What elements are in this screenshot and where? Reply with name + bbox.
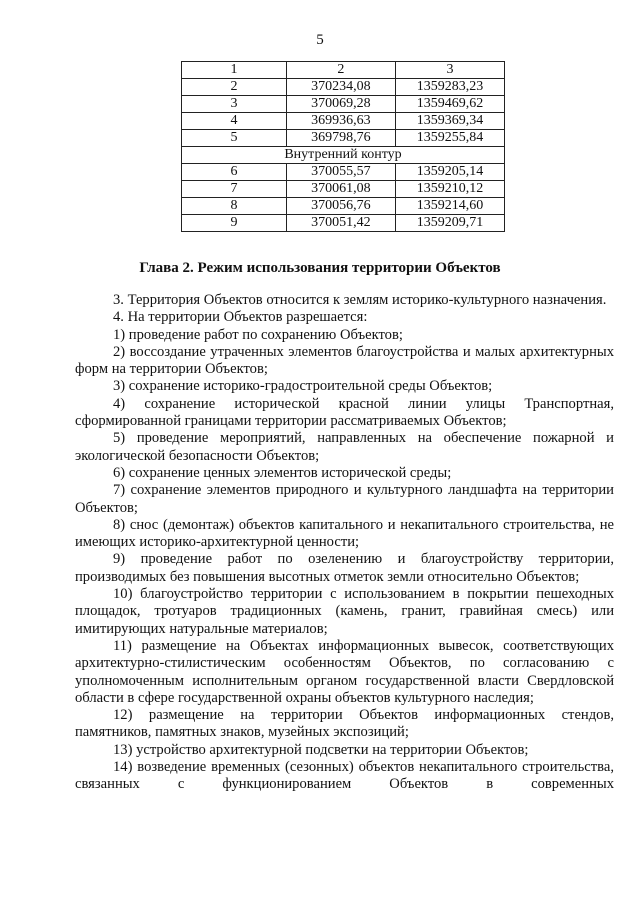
paragraph: 1) проведение работ по сохранению Объектов; (113, 326, 403, 343)
table-cell: 369936,63 (286, 113, 395, 130)
table-cell: 2 (182, 79, 287, 96)
paragraph: 2) воссоздание утраченных элементов благоустройства и малых архитектурных форм на территории Объектов; (75, 343, 614, 378)
table-cell: 7 (182, 181, 287, 198)
table-cell: 370056,76 (286, 198, 395, 215)
table-row (182, 130, 505, 147)
table-row (182, 198, 505, 215)
table-cell: 1359255,84 (395, 130, 504, 147)
table-cell: 370055,57 (286, 164, 395, 181)
table-row (182, 113, 505, 130)
paragraph: 8) снос (демонтаж) объектов капитального и некапитального строительства, не имеющих историко-архитектурной ценности; (75, 516, 614, 551)
paragraph: 13) устройство архитектурной подсветки на территории Объектов; (113, 741, 529, 758)
inner-contour-label: Внутренний контур (182, 147, 505, 164)
table-header-row (182, 62, 505, 79)
paragraph: 3) сохранение историко-градостроительной среды Объектов; (113, 378, 493, 395)
table-cell: 1359283,23 (395, 79, 504, 96)
table-row (182, 79, 505, 96)
paragraph: 9) проведение работ по озеленению и благоустройству территории, производимых без повышения высотных отметок земли относительно Объектов; (75, 551, 614, 585)
table-row (182, 96, 505, 113)
table-cell: 3 (182, 96, 287, 113)
table-cell: 1359205,14 (395, 164, 504, 181)
table-cell: 2 (286, 62, 395, 79)
table-row (182, 181, 505, 198)
paragraph: 6) сохранение ценных элементов исторической среды; (113, 464, 452, 481)
table-cell: 1359469,62 (395, 96, 504, 113)
table-cell: 5 (182, 130, 287, 147)
paragraph: 5) проведение мероприятий, направленных на обеспечение пожарной и экологической безопасности Объектов; (75, 430, 614, 464)
paragraph: 4. На территории Объектов разрешается: (113, 309, 368, 326)
coordinates-table (181, 61, 505, 232)
table-row (182, 164, 505, 181)
coordinates-table-body (182, 62, 505, 232)
table-cell: 1359214,60 (395, 198, 504, 215)
inner-contour-row (182, 147, 505, 164)
page-number: 5 (316, 32, 324, 48)
table-cell: 369798,76 (286, 130, 395, 147)
paragraph: 4) сохранение исторической красной линии улицы Транспортная, сформированной границами территории рассматриваемых Объектов; (75, 395, 614, 430)
table-cell: 1359210,12 (395, 181, 504, 198)
paragraph: 14) возведение временных (сезонных) объектов некапитального строительства, связанных с функционированием Объектов в современных (75, 759, 614, 793)
table-cell: 4 (182, 113, 287, 130)
table-cell: 370061,08 (286, 181, 395, 198)
table-cell: 9 (182, 215, 287, 232)
table-cell: 370234,08 (286, 79, 395, 96)
body-text (75, 292, 614, 794)
table-cell: 370051,42 (286, 215, 395, 232)
table-cell: 8 (182, 198, 287, 215)
paragraph: 11) размещение на Объектах информационных вывесок, соответствующих архитектурно-стилистическим особенностям Объектов, по согласованию с уполномоченным исполнительным органом государственной власти Свердловской области в сфере государственной охраны объектов культурного наследия; (75, 637, 614, 706)
table-cell: 1359369,34 (395, 113, 504, 130)
chapter-title: Глава 2. Режим использования территории Объектов (139, 260, 501, 276)
table-cell: 6 (182, 164, 287, 181)
paragraph: 7) сохранение элементов природного и культурного ландшафта на территории Объектов; (75, 482, 614, 516)
paragraph: 12) размещение на территории Объектов информационных стендов, памятников, памятных знаков, музейных экспозиций; (75, 707, 614, 741)
table-row (182, 215, 505, 232)
table-cell: 370069,28 (286, 96, 395, 113)
table-cell: 1359209,71 (395, 215, 504, 232)
paragraph: 10) благоустройство территории с использованием в покрытии пешеходных площадок, тротуаров традиционных (камень, гранит, гравийная смесь) или имитирующих натуральные материалов; (75, 586, 614, 637)
table-cell: 1 (182, 62, 287, 79)
table-cell: 3 (395, 62, 504, 79)
paragraph: 3. Территория Объектов относится к землям историко-культурного назначения. (113, 292, 607, 308)
